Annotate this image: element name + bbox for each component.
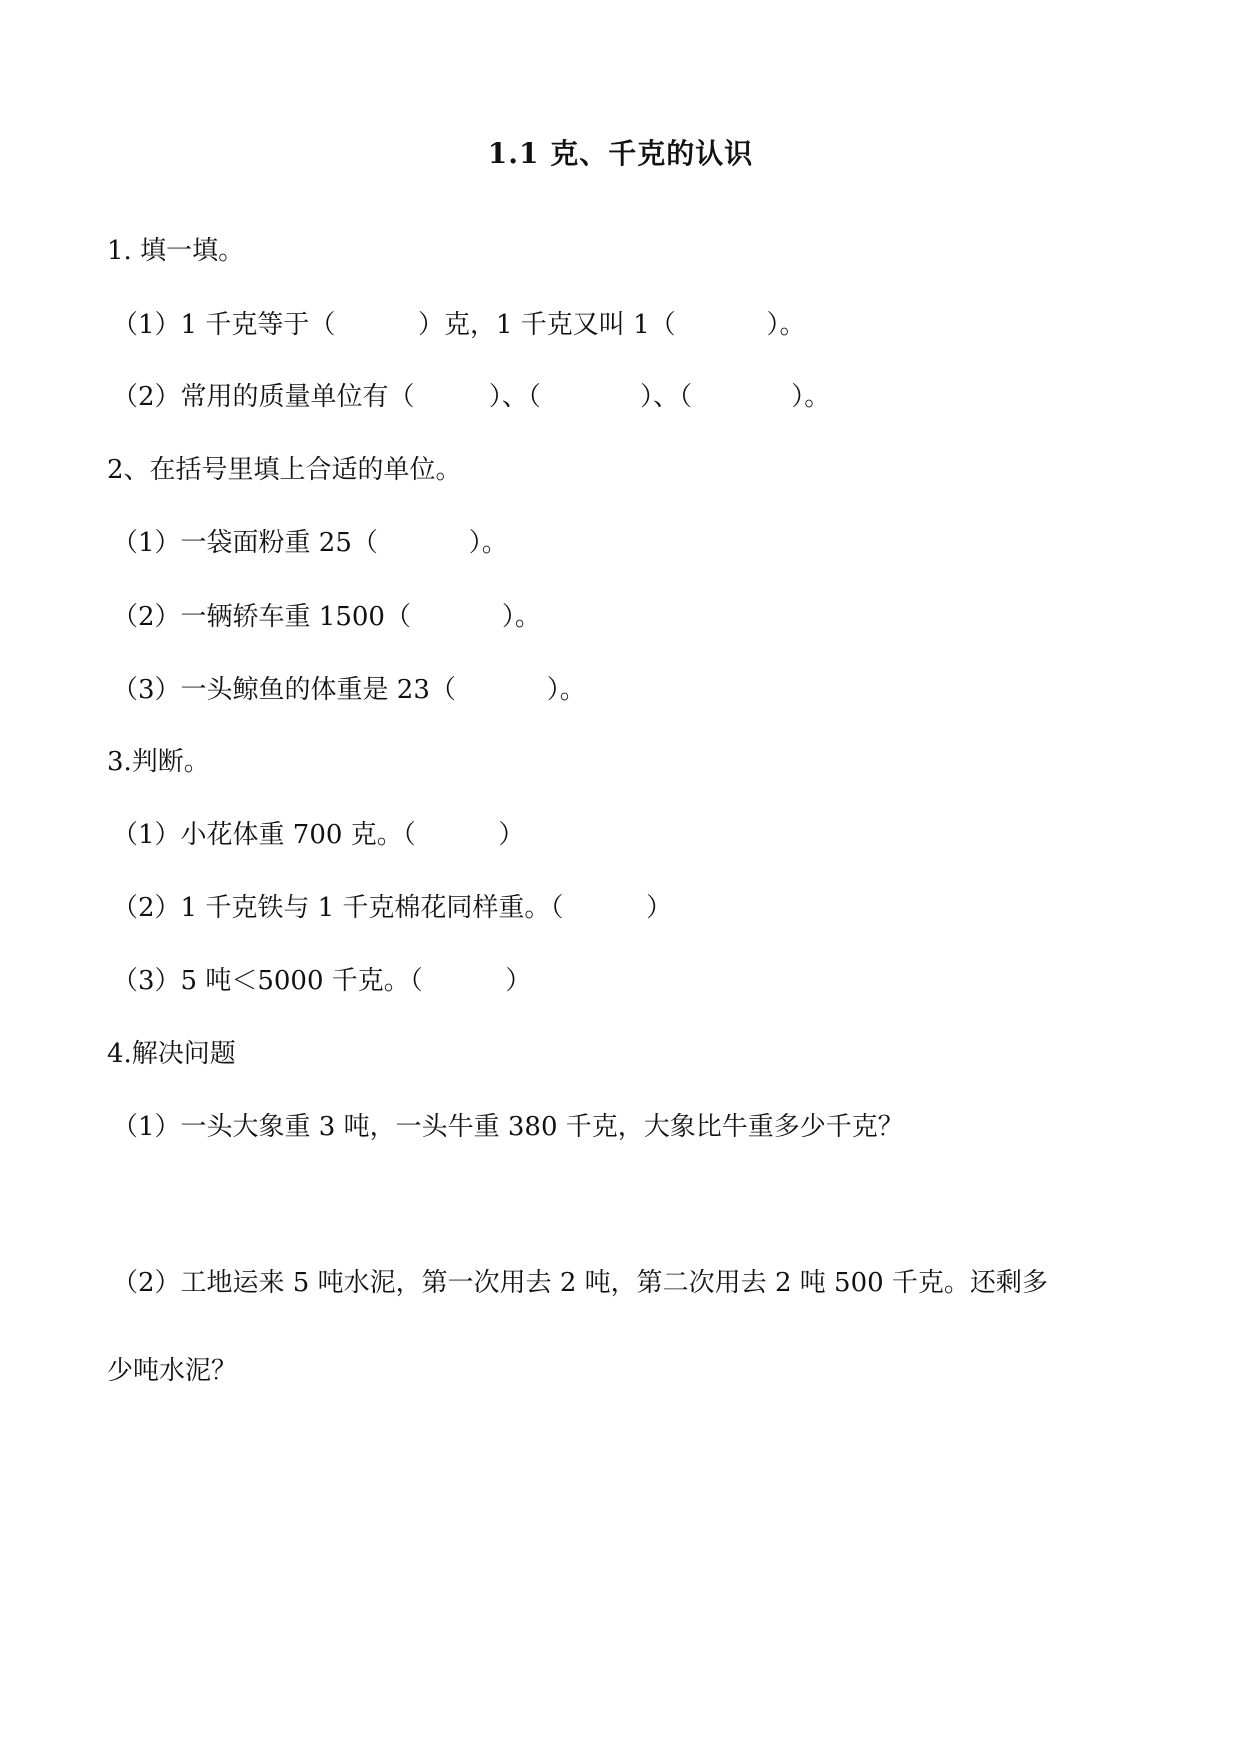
section-3-heading: 3.判断。 [107, 747, 210, 777]
section-4-heading: 4.解决问题 [107, 1039, 236, 1069]
q1-2: （2）常用的质量单位有（ ）、（ ）、（ ）。 [112, 382, 831, 412]
q2-3: （3）一头鲸鱼的体重是 23（ ）。 [112, 675, 586, 705]
q2-1: （1）一袋面粉重 25（ ）。 [112, 528, 508, 558]
q3-1: （1）小花体重 700 克。（ ） [112, 820, 525, 850]
q4-2-continuation: 少吨水泥？ [107, 1356, 238, 1386]
q4-2: （2）工地运来 5 吨水泥，第一次用去 2 吨，第二次用去 2 吨 500 千克。还剩多 [112, 1268, 1048, 1298]
q4-1: （1）一头大象重 3 吨，一头牛重 380 千克，大象比牛重多少千克？ [112, 1112, 904, 1142]
worksheet-title: 1.1 克、千克的认识 [487, 137, 754, 170]
q3-3: （3）5 吨＜5000 千克。（ ） [112, 966, 532, 996]
section-2-heading: 2、在括号里填上合适的单位。 [107, 455, 462, 485]
q2-2: （2）一辆轿车重 1500（ ）。 [112, 602, 541, 632]
q1-1: （1）1 千克等于（ ）克，1 千克又叫 1（ ）。 [112, 310, 806, 340]
section-1-heading: 1. 填一填。 [107, 236, 245, 266]
q3-2: （2）1 千克铁与 1 千克棉花同样重。（ ） [112, 893, 673, 923]
